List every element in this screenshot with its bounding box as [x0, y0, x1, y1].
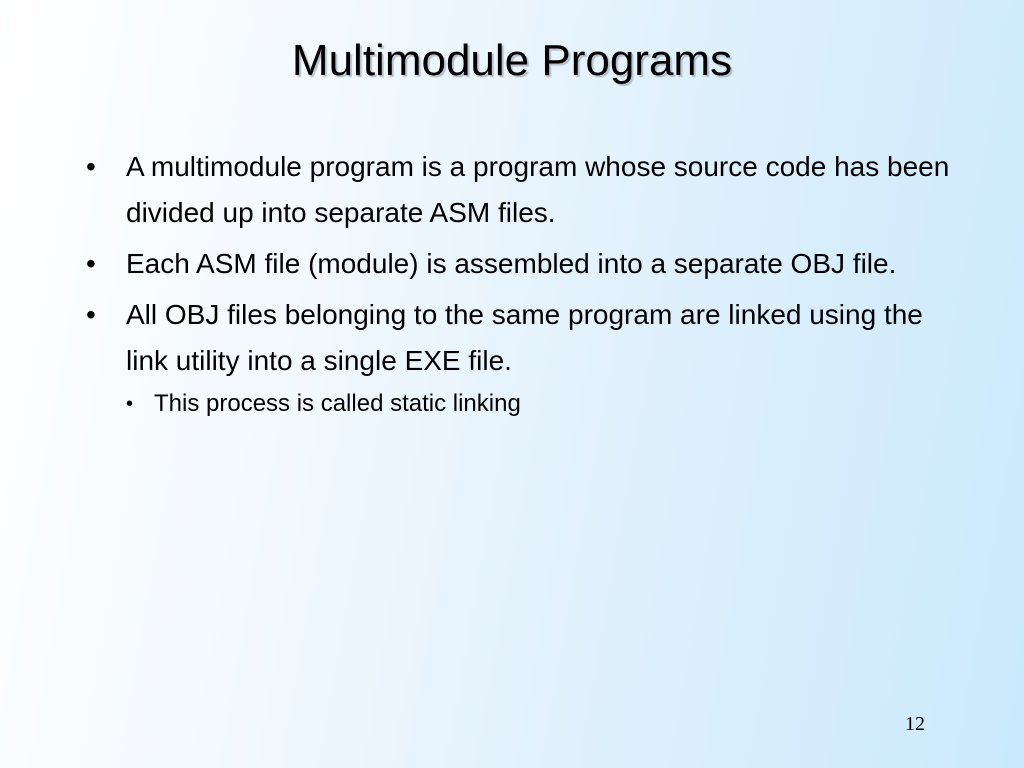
bullet-text: Each ASM file (module) is assembled into a separate OBJ file. [126, 248, 897, 279]
bullet-text: All OBJ files belonging to the same program are linked using the link utility into a single EXE file. [126, 299, 923, 376]
bullet-item [86, 292, 956, 422]
bullet-item [86, 144, 956, 236]
sub-bullet-text: This process is called static linking [154, 390, 521, 417]
bullet-text: A multimodule program is a program whose source code has been divided up into separate ASM files. [126, 151, 950, 228]
bullet-list [86, 144, 956, 427]
page-number: 12 [905, 713, 925, 735]
slide-title: Multimodule Programs [291, 36, 733, 85]
sub-bullet-item [126, 386, 956, 422]
bullet-icon: • [86, 299, 96, 330]
bullet-icon: • [86, 248, 96, 279]
bullet-item [86, 241, 956, 287]
bullet-icon: • [86, 151, 96, 182]
sub-bullet-icon: • [126, 393, 134, 415]
sub-bullet-list [126, 386, 956, 422]
